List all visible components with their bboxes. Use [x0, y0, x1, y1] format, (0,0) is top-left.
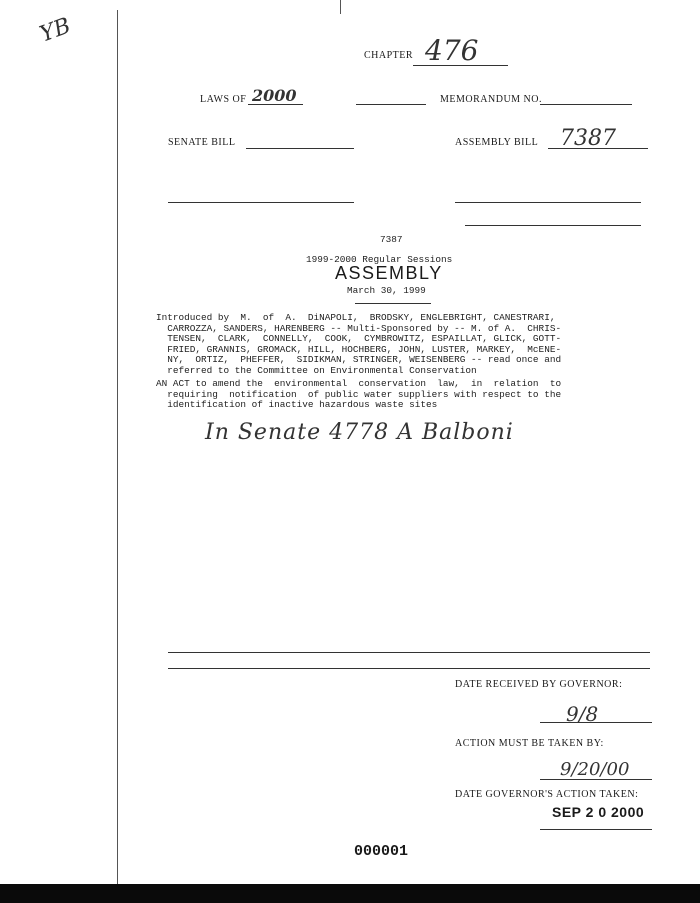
blank-line-right-2 — [465, 225, 641, 226]
assembly-bill-label: ASSEMBLY BILL — [455, 137, 539, 148]
handwritten-senate-note: In Senate 4778 A Balboni — [205, 420, 514, 445]
action-must-underline — [540, 779, 652, 780]
action-must-label: ACTION MUST BE TAKEN BY: — [455, 738, 604, 749]
senate-bill-label: SENATE BILL — [168, 137, 236, 148]
laws-underline — [248, 104, 303, 105]
chapter-label: CHAPTER — [364, 50, 414, 61]
memorandum-underline — [540, 104, 632, 105]
introduced-line: TENSEN, CLARK, CONNELLY, COOK, CYMBROWITZ, ESPAILLAT, GLICK, GOTT- — [156, 333, 562, 345]
assembly-bill-underline — [548, 148, 648, 149]
date-received-label: DATE RECEIVED BY GOVERNOR: — [455, 679, 623, 690]
introduced-line: Introduced by M. of A. DiNAPOLI, BRODSKY, ENGLEBRIGHT, CANESTRARI, — [156, 312, 556, 323]
introduced-block — [156, 313, 561, 377]
act-block — [156, 379, 561, 411]
act-line: AN ACT to amend the environmental conservation law, in relation to — [156, 378, 562, 389]
action-taken-stamp: SEP 2 0 2000 — [552, 804, 645, 820]
bill-session: 1999-2000 Regular Sessions — [306, 254, 453, 265]
chapter-value: 476 — [425, 34, 479, 67]
date-received-value: 9/8 — [566, 702, 599, 726]
act-line: requiring notification of public water suppliers with respect to the — [156, 388, 562, 400]
introduced-line: NY, ORTIZ, PHEFFER, SIDIKMAN, STRINGER, WEISENBERG -- read once and — [156, 354, 562, 366]
laws-label: LAWS OF — [200, 94, 247, 105]
introduced-line: CARROZZA, SANDERS, HARENBERG -- Multi-Sponsored by -- M. of A. CHRIS- — [156, 322, 562, 334]
bottom-rule-1 — [168, 652, 650, 653]
corner-initials: YB — [36, 13, 75, 48]
introduced-line: referred to the Committee on Environmental Conservation — [156, 364, 477, 376]
senate-bill-underline — [246, 148, 354, 149]
margin-line — [117, 10, 118, 885]
introduced-line: FRIED, GRANNIS, GROMACK, HILL, HOCHBERG, JOHN, LUSTER, MARKEY, McENE- — [156, 343, 562, 355]
assembly-bill-value: 7387 — [560, 126, 616, 151]
chapter-underline — [413, 65, 508, 66]
top-tick — [340, 0, 341, 14]
bill-date: March 30, 1999 — [347, 285, 426, 296]
bill-number: 7387 — [380, 234, 403, 245]
date-received-underline — [540, 722, 652, 723]
action-taken-underline — [540, 829, 652, 830]
act-line: identification of inactive hazardous waste sites — [156, 399, 438, 411]
scan-edge-bar — [0, 884, 700, 903]
memorandum-label: MEMORANDUM NO. — [440, 94, 543, 105]
blank-line — [356, 104, 426, 105]
action-taken-label: DATE GOVERNOR'S ACTION TAKEN: — [455, 789, 639, 800]
bill-date-rule — [355, 303, 431, 304]
blank-line-left — [168, 202, 354, 203]
blank-line-right-1 — [455, 202, 641, 203]
action-must-value: 9/20/00 — [560, 759, 630, 780]
bottom-rule-2 — [168, 668, 650, 669]
bill-house: ASSEMBLY — [335, 263, 443, 283]
page-number: 000001 — [354, 843, 409, 860]
laws-value: 2000 — [252, 86, 297, 105]
